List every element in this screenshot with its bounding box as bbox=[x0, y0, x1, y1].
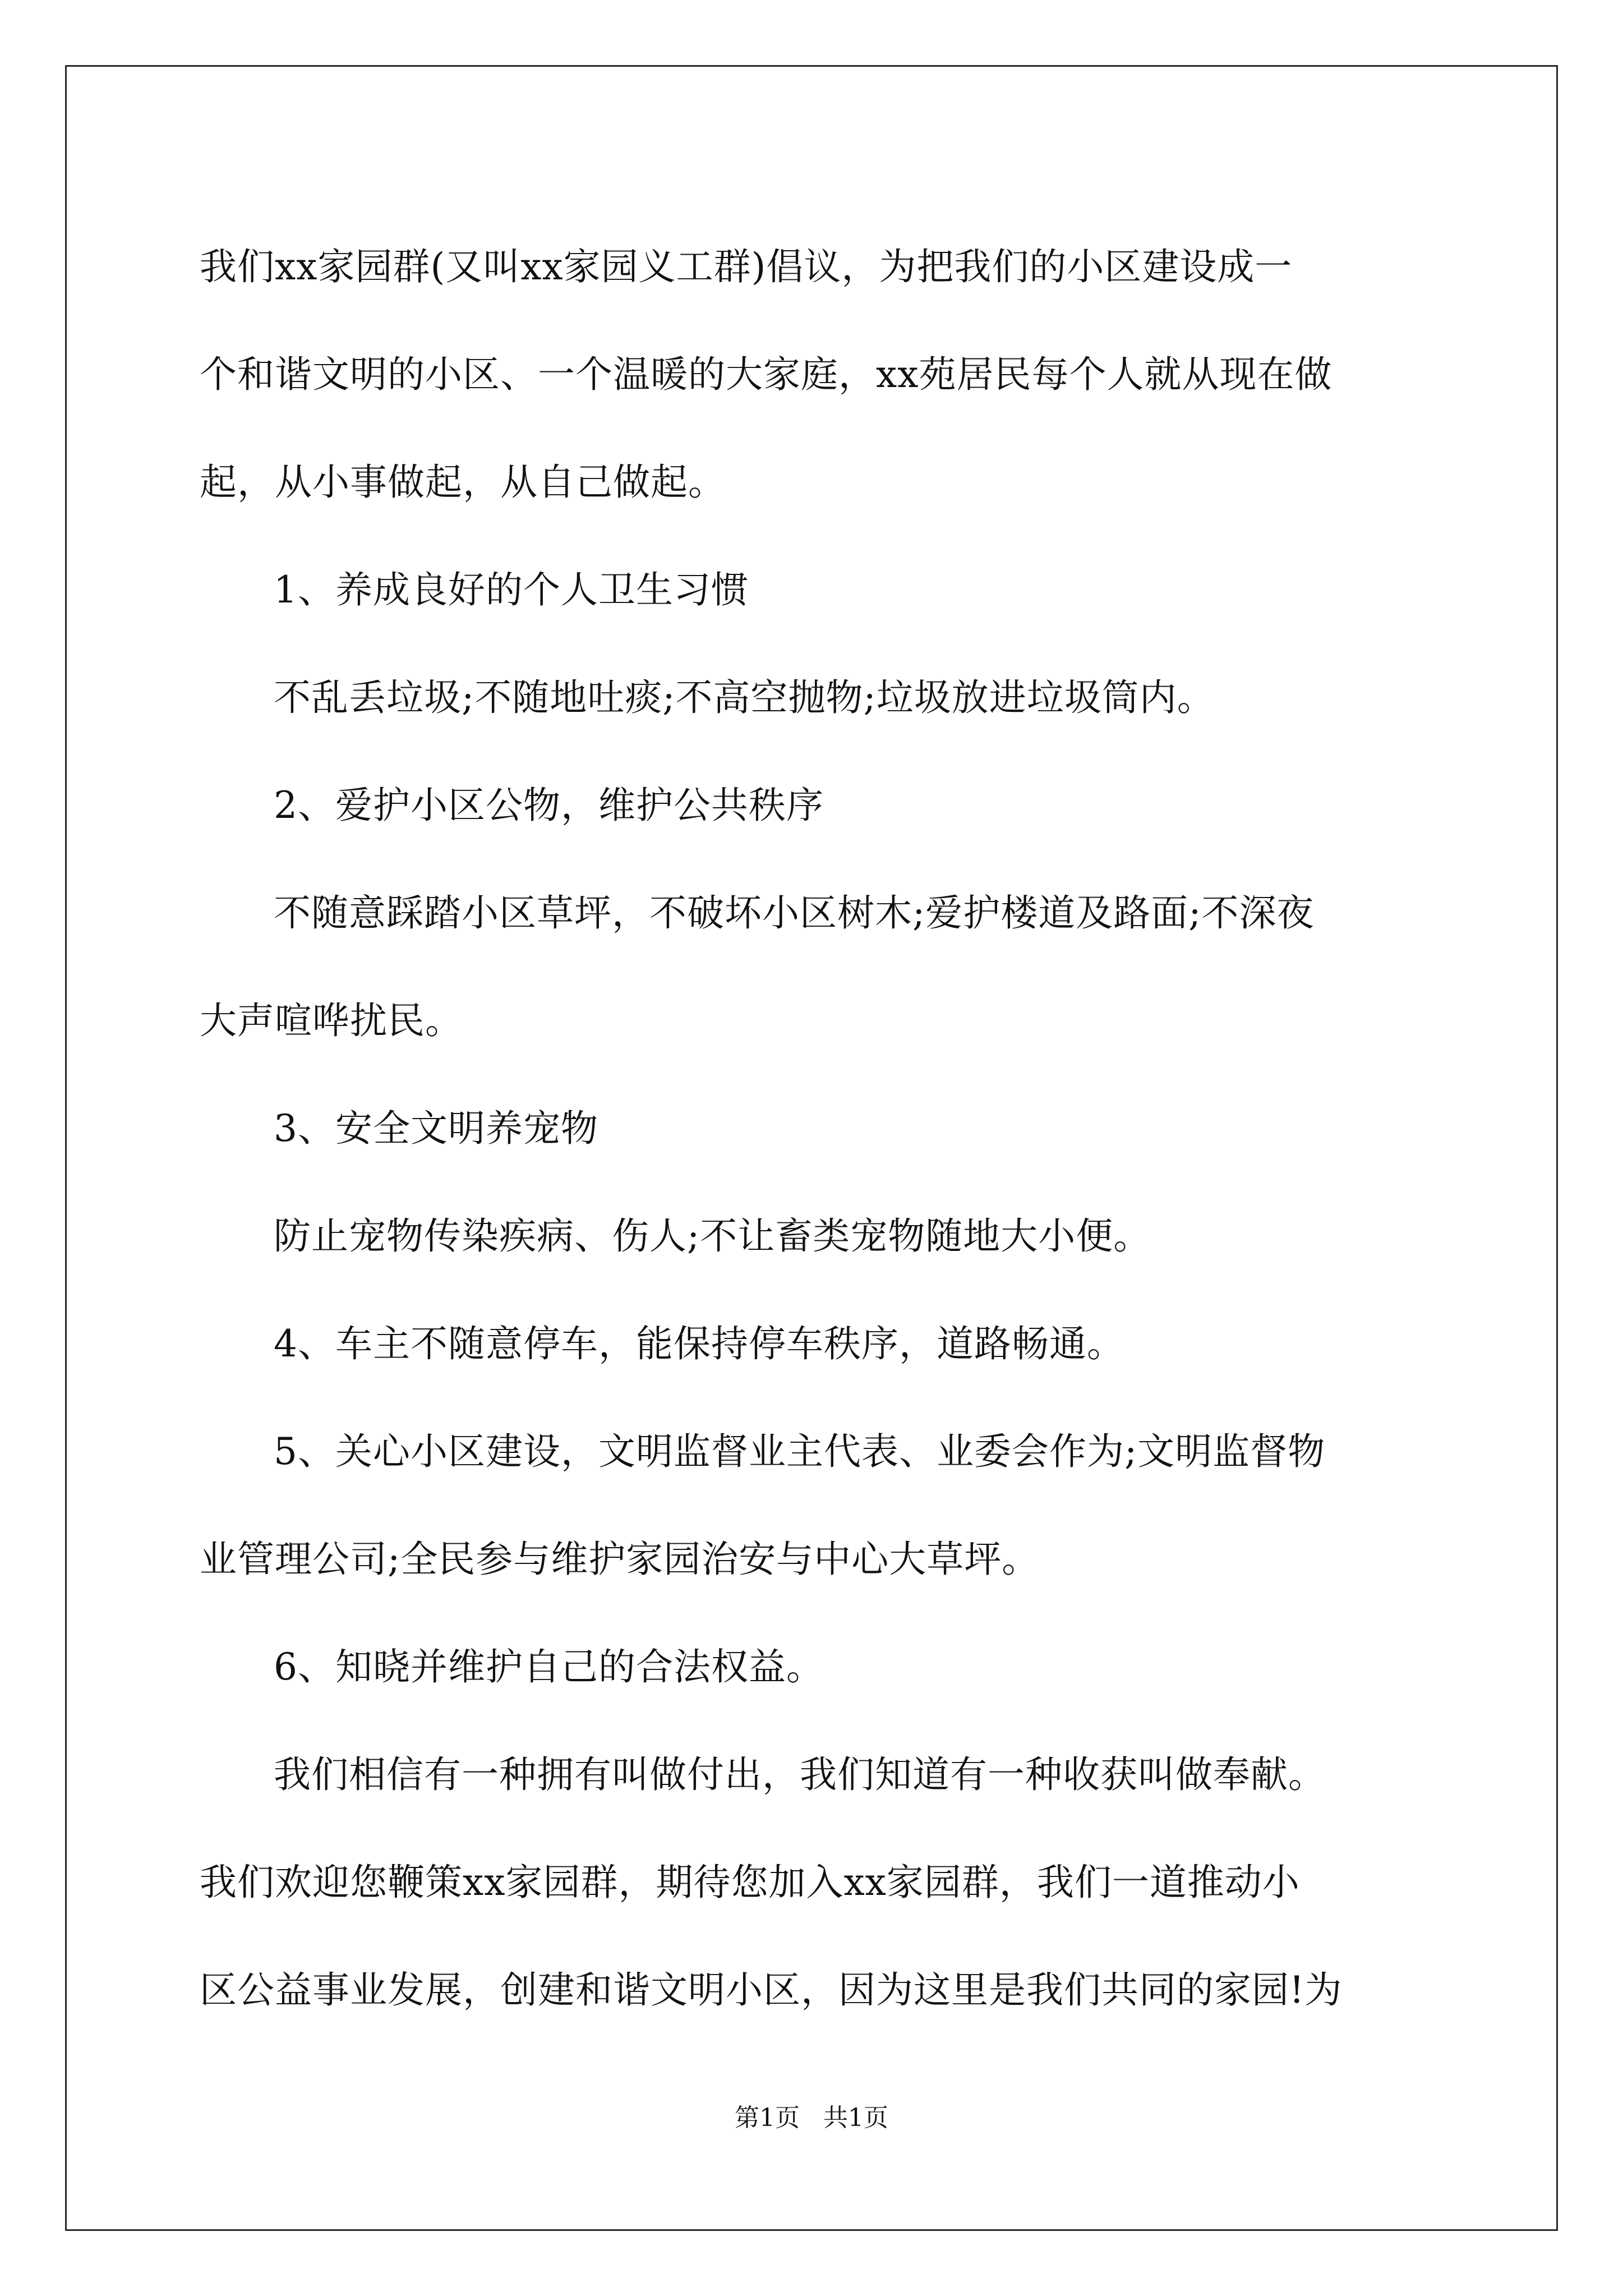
paragraph-closing bbox=[200, 1721, 1433, 2044]
page-footer bbox=[0, 2101, 1623, 2135]
paragraph-item-2 bbox=[200, 859, 1433, 1075]
text-line: 5、关心小区建设，文明监督业主代表、业委会作为;文明监督物 bbox=[274, 1430, 1326, 1473]
page-number: 第1页 bbox=[735, 2104, 800, 2132]
text-line: 3、安全文明养宠物 bbox=[274, 1107, 598, 1150]
heading-item-1 bbox=[200, 536, 1433, 644]
heading-item-4 bbox=[200, 1290, 1433, 1398]
text-line: 防止宠物传染疾病、伤人;不让畜类宠物随地大小便。 bbox=[274, 1214, 1151, 1258]
heading-item-5 bbox=[200, 1398, 1433, 1613]
text-line: 我们欢迎您鞭策xx家园群，期待您加入xx家园群，我们一道推动小 bbox=[200, 1861, 1300, 1904]
text-line: 个和谐文明的小区、一个温暖的大家庭，xx苑居民每个人就从现在做 bbox=[200, 353, 1332, 396]
paragraph-item-3 bbox=[200, 1182, 1433, 1290]
text-line: 我们xx家园群(又叫xx家园义工群)倡议，为把我们的小区建设成一 bbox=[200, 245, 1293, 288]
text-line: 起，从小事做起，从自己做起。 bbox=[200, 461, 726, 504]
page-total: 共1页 bbox=[823, 2104, 888, 2132]
text-line: 业管理公司;全民参与维护家园治安与中心大草坪。 bbox=[200, 1538, 1040, 1581]
text-line: 1、养成良好的个人卫生习惯 bbox=[274, 568, 749, 611]
heading-item-6 bbox=[200, 1613, 1433, 1721]
paragraph-item-1 bbox=[200, 644, 1433, 752]
text-line: 大声喧哗扰民。 bbox=[200, 999, 463, 1042]
heading-item-3 bbox=[200, 1075, 1433, 1182]
text-line: 6、知晓并维护自己的合法权益。 bbox=[274, 1645, 824, 1688]
document-body bbox=[200, 213, 1433, 2044]
text-line: 不随意踩踏小区草坪，不破坏小区树木;爱护楼道及路面;不深夜 bbox=[274, 891, 1315, 935]
text-line: 区公益事业发展，创建和谐文明小区，因为这里是我们共同的家园!为 bbox=[200, 1968, 1343, 2012]
text-line: 我们相信有一种拥有叫做付出，我们知道有一种收获叫做奉献。 bbox=[274, 1753, 1326, 1796]
text-line: 不乱丢垃圾;不随地吐痰;不高空抛物;垃圾放进垃圾筒内。 bbox=[274, 676, 1215, 719]
heading-item-2 bbox=[200, 752, 1433, 859]
paragraph-intro bbox=[200, 213, 1433, 536]
text-line: 4、车主不随意停车，能保持停车秩序，道路畅通。 bbox=[274, 1322, 1124, 1365]
text-line: 2、爱护小区公物，维护公共秩序 bbox=[274, 784, 824, 827]
